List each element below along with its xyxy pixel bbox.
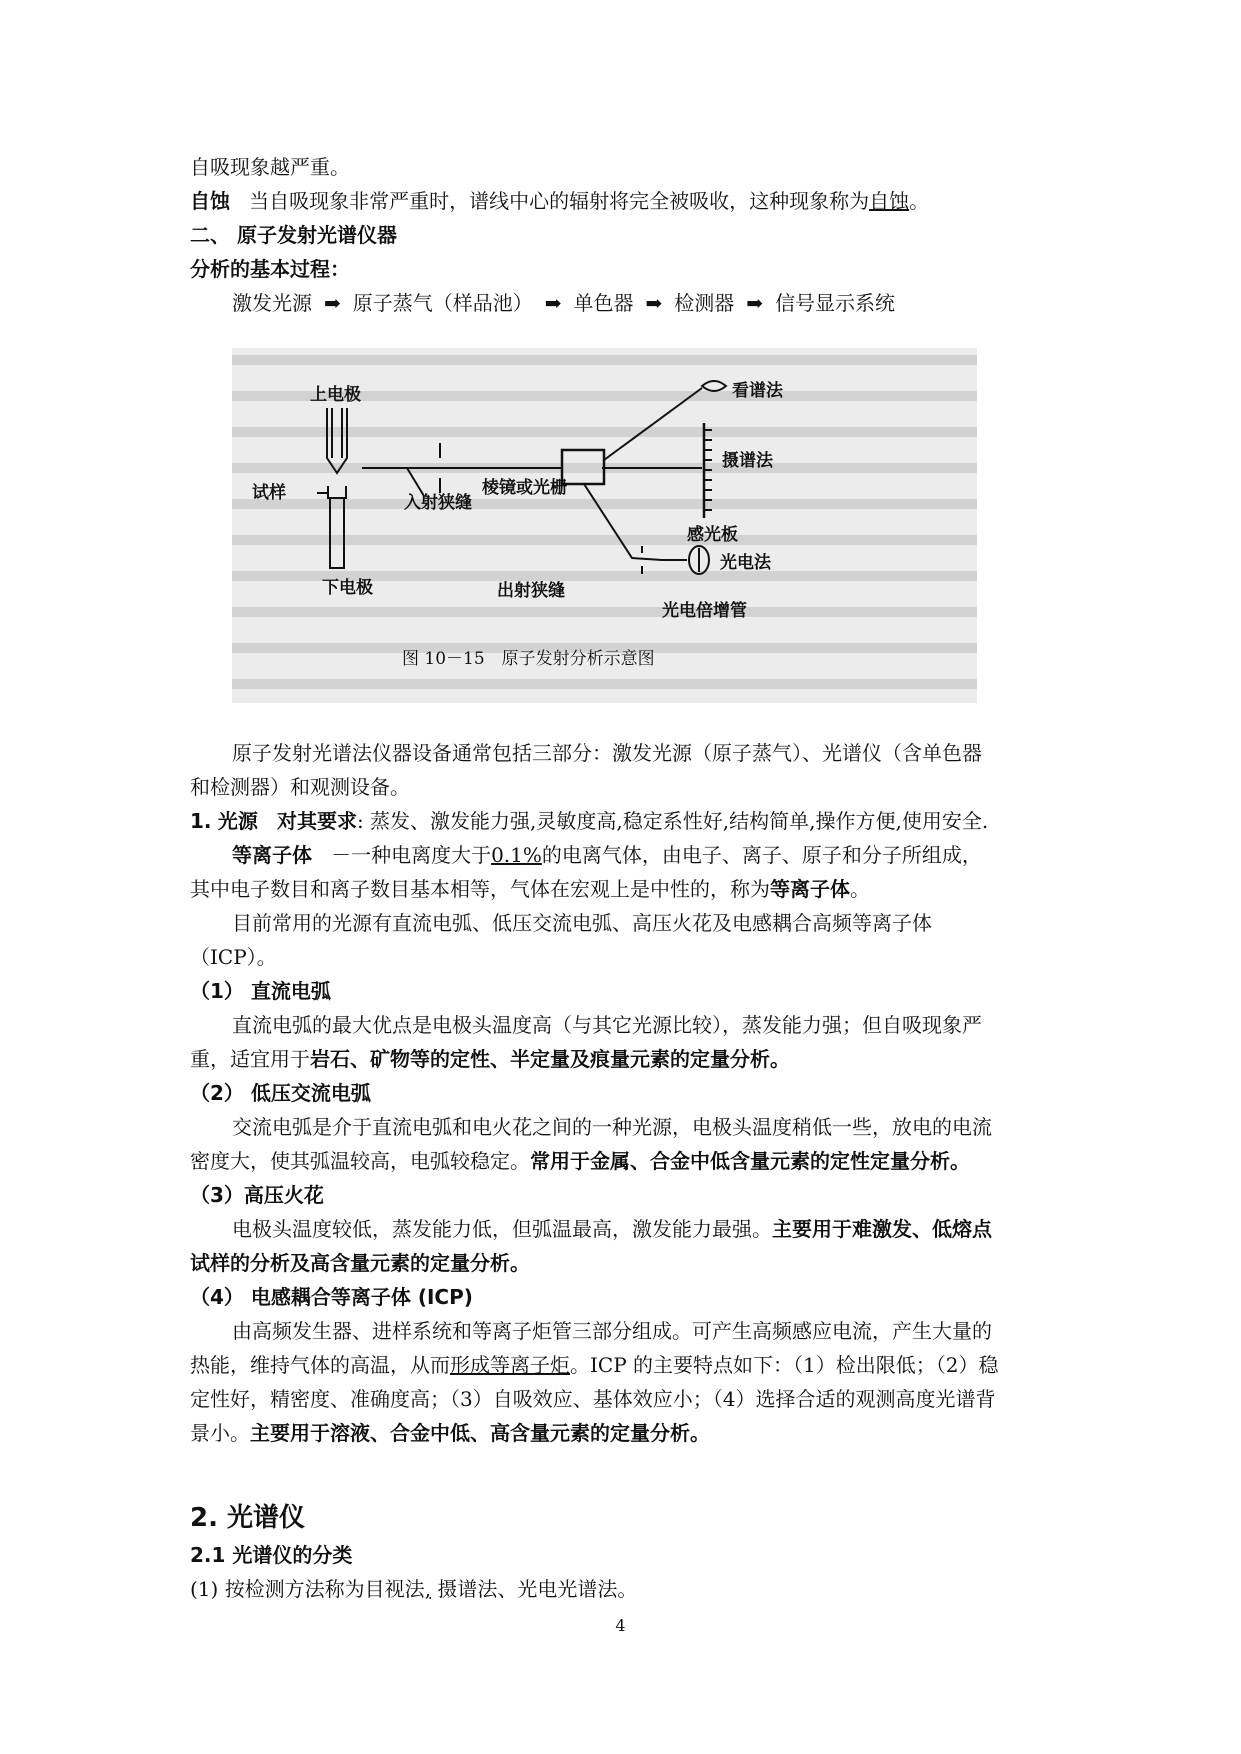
- icp-text-a: 热能，维持气体的高温，从而: [190, 1353, 450, 1377]
- classification-text-b: 摄谱法、光电光谱法。: [431, 1577, 638, 1601]
- spark-title: （3）高压火花: [190, 1183, 324, 1207]
- item-light-source: [190, 804, 1070, 838]
- classification-text-a: (1) 按检测方法称为目视法: [190, 1577, 425, 1601]
- icp-underlined: 形成等离子炬: [450, 1353, 570, 1377]
- term-self-reversal: 自蚀: [190, 189, 230, 213]
- flow-step-2: 原子蒸气（样品池）: [352, 291, 533, 315]
- label-exit-slit: 出射狭缝: [497, 581, 565, 601]
- label-sample: 试样: [252, 483, 286, 503]
- plasma-line2-end: 。: [850, 877, 870, 901]
- label-photographic-method: 摄谱法: [722, 451, 773, 471]
- paragraph-instruments-2: 和检测器）和观测设备。: [190, 775, 410, 799]
- dc-arc-line-2: [190, 1042, 1070, 1076]
- arrow-icon: ➡: [746, 291, 764, 315]
- icp-text-c: 。ICP 的主要特点如下：（1）检出限低；（2）稳: [570, 1353, 999, 1377]
- spark-text: 电极头温度较低，蒸发能力低，但弧温最高，激发能力最强。: [232, 1217, 772, 1241]
- arrow-icon: ➡: [544, 291, 562, 315]
- icp-bold: 主要用于溶液、合金中低、高含量元素的定量分析。: [250, 1421, 710, 1445]
- eye-icon: [702, 381, 726, 391]
- flow-step-4: 检测器: [674, 291, 735, 315]
- flow-step-5: 信号显示系统: [775, 291, 896, 315]
- self-reversal-underlined: 自蚀: [869, 189, 910, 213]
- label-photoelectric-method: 光电法: [720, 553, 771, 573]
- paragraph-self-absorption-end: 自吸现象越严重。: [190, 155, 350, 179]
- spectrometer-heading: 2. 光谱仪: [190, 1503, 306, 1533]
- icp-text-d: 景小。: [190, 1421, 250, 1445]
- icp-line-1: 由高频发生器、进样系统和等离子炬管三部分组成。可产生高频感应电流，产生大量的: [232, 1319, 992, 1343]
- sources-paragraph-1: 目前常用的光源有直流电弧、低压交流电弧、高压火花及电感耦合高频等离子体: [232, 911, 932, 935]
- item-number: 1.: [190, 809, 212, 833]
- process-title: 分析的基本过程：: [190, 257, 350, 281]
- plasma-term-bold: 等离子体: [770, 877, 850, 901]
- dc-arc-bold: 岩石、矿物等的定性、半定量及痕量元素的定量分析。: [310, 1047, 790, 1071]
- spark-line-1: [232, 1212, 1070, 1246]
- arrow-icon: ➡: [324, 291, 341, 315]
- page-number: 4: [615, 1616, 626, 1635]
- label-visual-method: 看谱法: [732, 381, 783, 401]
- flow-step-1: 激发光源: [232, 291, 312, 315]
- dc-arc-text: 重，适宜用于: [190, 1047, 310, 1071]
- label-lower-electrode: 下电极: [322, 578, 373, 598]
- plasma-line2-text: 其中电子数目和离子数目基本相等，气体在宏观上是中性的，称为: [190, 877, 770, 901]
- ac-arc-text: 密度大，使其弧温较高，电弧较稳定。: [190, 1149, 530, 1173]
- label-entrance-slit: 入射狭缝: [404, 493, 472, 513]
- spectrometer-subheading: 2.1 光谱仪的分类: [190, 1543, 353, 1567]
- spark-bold: 主要用于难激发、低熔点: [772, 1217, 992, 1241]
- term-plasma: 等离子体: [232, 843, 312, 867]
- ac-arc-line-2: [190, 1144, 1070, 1178]
- icp-line-2: [190, 1348, 1070, 1382]
- section-title: 二、 原子发射光谱仪器: [190, 223, 397, 247]
- label-upper-electrode: 上电极: [310, 385, 361, 405]
- label-prism-grating: 棱镜或光栅: [482, 478, 567, 498]
- sample-cup-shape: [328, 486, 346, 498]
- ac-arc-line-1: 交流电弧是介于直流电弧和电火花之间的一种光源，电极头温度稍低一些，放电的电流: [232, 1115, 992, 1139]
- sources-paragraph-2: （ICP）。: [190, 945, 277, 969]
- classification-comma: ,: [424, 1577, 432, 1601]
- dc-arc-line-1: 直流电弧的最大优点是电极头温度高（与其它光源比较），蒸发能力强；但自吸现象严: [232, 1013, 982, 1037]
- item-title: 光源: [217, 809, 258, 833]
- requirement-text: : 蒸发、激发能力强,灵敏度高,稳定系性好,结构简单,操作方便,使用安全.: [356, 809, 989, 833]
- requirement-label: 对其要求: [276, 809, 357, 833]
- ac-arc-title: （2） 低压交流电弧: [190, 1081, 371, 1105]
- process-flow: [232, 286, 1070, 320]
- plasma-percentage: 0.1%: [491, 843, 542, 867]
- dc-arc-title: （1） 直流电弧: [190, 979, 331, 1003]
- flow-step-3: 单色器: [573, 291, 634, 315]
- icp-line-4: [190, 1416, 1070, 1450]
- plasma-definition-2: [190, 872, 1070, 906]
- spectrometer-classification: [190, 1572, 1070, 1606]
- emission-diagram-figure: [232, 348, 977, 703]
- icp-title: （4） 电感耦合等离子体 (ICP): [190, 1285, 473, 1309]
- paragraph-self-reversal: [190, 184, 1070, 218]
- self-reversal-end: 。: [909, 189, 930, 213]
- spark-line-2: 试样的分析及高含量元素的定量分析。: [190, 1251, 530, 1275]
- icp-line-3: 定性好，精密度、准确度高；（3）自吸效应、基体效应小；（4）选择合适的观测高度光谱背: [190, 1387, 996, 1411]
- arrow-icon: ➡: [645, 291, 663, 315]
- plasma-rest-text: 的电离气体，由电子、离子、原子和分子所组成，: [541, 843, 982, 867]
- plasma-definition-1: [232, 838, 1070, 872]
- self-reversal-text: 当自吸现象非常严重时，谱线中心的辐射将完全被吸收，这种现象称为: [249, 189, 870, 213]
- figure-caption: 图 10－15 原子发射分析示意图: [402, 649, 655, 669]
- paragraph-instruments-1: 原子发射光谱法仪器设备通常包括三部分：激发光源（原子蒸气）、光谱仪（含单色器: [232, 741, 982, 765]
- ray-to-pmt: [584, 484, 687, 560]
- plasma-dash-text: －一种电离度大于: [331, 843, 492, 867]
- label-photographic-plate: 感光板: [687, 525, 738, 545]
- ac-arc-bold: 常用于金属、合金中低含量元素的定性定量分析。: [530, 1149, 970, 1173]
- label-photomultiplier: 光电倍增管: [662, 601, 747, 621]
